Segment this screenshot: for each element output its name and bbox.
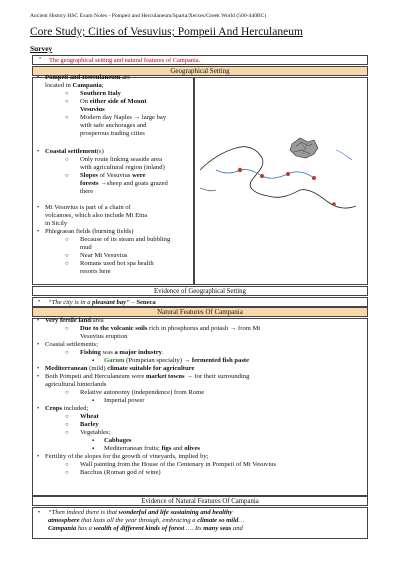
nat-line: Cabbages — [104, 437, 132, 444]
nat-line: Crops included; — [45, 405, 89, 412]
geo-line: Near Mt Vesuvius — [80, 252, 128, 259]
bullet-icon: • — [38, 299, 41, 305]
geographical-setting-heading: Geographical Setting — [32, 66, 368, 76]
circle-bullet-icon: ○ — [65, 430, 69, 436]
bullet-icon: • — [37, 454, 40, 460]
map-coastline — [300, 190, 356, 208]
geo-line: with agricultural region (inland) — [80, 164, 165, 171]
geo-line: forests →sheep and goats grazed — [80, 180, 168, 187]
circle-bullet-icon: ○ — [65, 261, 69, 267]
circle-bullet-icon: ○ — [65, 390, 69, 396]
circle-bullet-icon: ○ — [65, 237, 69, 243]
bullet-icon: • — [37, 149, 40, 155]
bullet-icon: • — [37, 406, 40, 412]
square-bullet-icon: ▪ — [92, 438, 95, 444]
circle-bullet-icon: ○ — [65, 99, 69, 105]
section-heading-survey: Survey — [30, 44, 53, 53]
circle-bullet-icon: ○ — [65, 350, 69, 356]
quote-line: “Then indeed there is that wonderful and life sustaining and healthy — [48, 509, 233, 516]
bullet-icon: • — [37, 205, 40, 211]
bullet-icon: • — [37, 374, 40, 380]
document-header: Ancient History HSC Exam Notes - Pompeii and Herculaneum/Sparta/Xerxes/Greek World (500-440BC) — [30, 13, 267, 19]
nat-line: Imperial power — [104, 397, 145, 404]
geo-line: volcanoes, which also include Mt Etna — [45, 212, 148, 219]
geo-line: Vesuvius — [80, 106, 105, 113]
nat-line: Fertility of the slopes for the growth of vineyards, implied by; — [45, 453, 209, 460]
nat-line: Both Pompeii and Herculaneum were market towns → for their surrounding — [45, 373, 250, 380]
bullet-icon: • — [39, 56, 42, 62]
nat-line: Relative autonomy (independence) from Rome — [80, 389, 205, 396]
bullet-icon: • — [37, 318, 40, 324]
geo-line: Mt Vesuvius is part of a chain of — [45, 204, 131, 211]
nat-line: Due to the volcanic soils rich in phosphorus and potash → from Mt — [80, 325, 261, 332]
geo-line: Modern day Naples → large bay — [80, 114, 167, 121]
map-marker-icon — [286, 172, 290, 176]
quote-line: atmosphere that lasts all the year through, embracing a climate so mild… — [48, 517, 245, 524]
map-marker-icon — [260, 174, 264, 178]
geo-line: located in Campania; — [45, 82, 104, 89]
vesuvius-icon — [290, 138, 318, 158]
circle-bullet-icon: ○ — [65, 91, 69, 97]
topic-row — [32, 55, 368, 65]
nat-line: Mediterranean (mild) climate suitable for agriculture — [45, 365, 195, 372]
geo-line: Slopes of Vesuvius were — [80, 172, 146, 179]
nat-line: Garum (Pompeian specialty) → fermented fish paste — [104, 357, 250, 364]
map-river — [240, 169, 314, 178]
nat-line: Wall painting from the House of the Centenary in Pompeii of Mt Vesuvius — [80, 461, 277, 468]
circle-bullet-icon: ○ — [65, 422, 69, 428]
map-coastline — [200, 147, 262, 170]
map-marker-icon — [312, 176, 316, 180]
geo-line: there — [80, 188, 94, 195]
circle-bullet-icon: ○ — [65, 253, 69, 259]
geo-line: mud — [80, 244, 92, 251]
circle-bullet-icon: ○ — [65, 173, 69, 179]
nat-line: Very fertile land/area — [45, 317, 104, 324]
geo-line: Southern Italy — [80, 90, 121, 97]
campania-map-image — [196, 130, 366, 222]
bullet-icon: • — [37, 75, 40, 81]
seneca-quote: “The city is in a pleasant bay” – Seneca — [48, 299, 156, 306]
circle-bullet-icon: ○ — [65, 462, 69, 468]
bullet-icon: • — [38, 510, 41, 516]
topic-text: The geographical setting and natural features of Campania. — [49, 57, 201, 64]
geo-line: On either side of Mount — [80, 98, 147, 105]
seneca-quote-row — [32, 297, 368, 307]
nat-line: Vegetables; — [80, 429, 111, 436]
bullet-icon: • — [37, 366, 40, 372]
geo-line: resorts here — [80, 268, 111, 275]
natural-quote-row — [32, 507, 368, 539]
circle-bullet-icon: ○ — [65, 157, 69, 163]
nat-line: Barley — [80, 421, 99, 428]
evidence-geographical-heading: Evidence of Geographical Setting — [32, 286, 368, 296]
geo-line: in Sicily — [45, 220, 68, 227]
nat-line: Fishing was a major industry. — [80, 349, 164, 356]
map-river — [336, 150, 352, 160]
square-bullet-icon: ▪ — [92, 398, 95, 404]
map-marker-icon — [332, 202, 336, 206]
page-title: Core Study; Cities of Vesuvius; Pompeii And Herculaneum — [30, 26, 303, 38]
square-bullet-icon: ▪ — [92, 446, 95, 452]
evidence-natural-heading: Evidence of Natural Features Of Campania — [32, 496, 368, 506]
geo-line: Phlegraean fields (burning fields) — [45, 228, 134, 235]
geo-line: Because of its steam and bubbling — [80, 236, 171, 243]
circle-bullet-icon: ○ — [65, 414, 69, 420]
nat-line: Bacchus (Roman god of wine) — [80, 469, 161, 476]
geo-line: Coastal settlement(s) — [45, 148, 104, 155]
geo-line: with safe anchorages and — [80, 122, 147, 129]
geo-line: prosperous trading cities — [80, 130, 145, 137]
quote-line: Campania has a wealth of different kinds of forest …. Its many seas and — [48, 525, 243, 532]
nat-line: Vesuvius eruption — [80, 333, 128, 340]
circle-bullet-icon: ○ — [65, 326, 69, 332]
nat-line: Wheat — [80, 413, 99, 420]
circle-bullet-icon: ○ — [65, 470, 69, 476]
nat-line: agricultural hinterlands — [45, 381, 107, 388]
geo-line: Romans used hot spa health — [80, 260, 154, 267]
geo-line: Only route linking seaside area — [80, 156, 163, 163]
bullet-icon: • — [37, 229, 40, 235]
geo-line: Pompeii and Herculaneum are — [45, 74, 131, 81]
map-river — [216, 170, 240, 173]
map-marker-icon — [238, 168, 242, 172]
bullet-icon: • — [37, 342, 40, 348]
natural-features-heading: Natural Features Of Campania — [32, 307, 368, 317]
circle-bullet-icon: ○ — [65, 115, 69, 121]
square-bullet-icon: ▪ — [92, 358, 95, 364]
map-island — [200, 188, 216, 191]
nat-line: Coastal settlements; — [45, 341, 98, 348]
nat-line: Mediterranean fruits; figs and olives — [104, 445, 200, 452]
